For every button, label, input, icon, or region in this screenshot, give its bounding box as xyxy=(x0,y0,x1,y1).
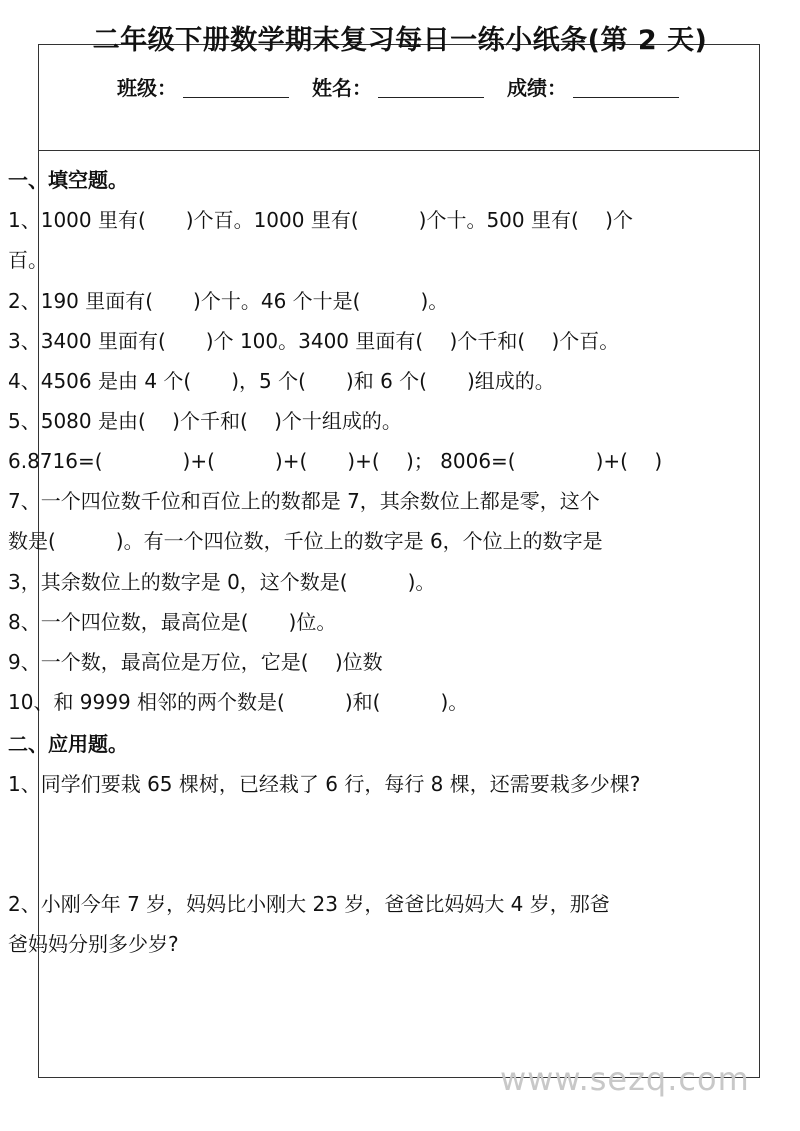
question-line: 6.8716=( )+( )+( )+( )； 8006=( )+( ) xyxy=(8,449,663,473)
class-label: 班级： xyxy=(117,76,178,100)
name-label: 姓名： xyxy=(312,76,372,100)
question-line: 百。 xyxy=(8,248,48,272)
question-line: 9、一个数，最高位是万位，它是( )位数 xyxy=(8,650,383,674)
section-fill-heading: 一、填空题。 xyxy=(8,168,128,192)
score-blank[interactable] xyxy=(573,77,679,98)
section-application-heading: 二、应用题。 xyxy=(8,732,128,756)
question-line: 1、1000 里有( )个百。1000 里有( )个十。500 里有( )个 xyxy=(8,208,633,232)
class-blank[interactable] xyxy=(183,77,289,98)
score-label: 成绩： xyxy=(506,76,567,100)
application-question-1: 1、同学们要栽 65 棵树，已经栽了 6 行，每行 8 棵，还需要栽多少棵? xyxy=(8,772,641,796)
application-question-2-cont: 爸妈妈分别多少岁? xyxy=(8,932,179,956)
worksheet xyxy=(38,44,760,1078)
question-line: 3、3400 里面有( )个 100。3400 里面有( )个千和( )个百。 xyxy=(8,329,620,353)
question-line: 3，其余数位上的数字是 0，这个数是( )。 xyxy=(8,570,436,594)
question-line: 2、190 里面有( )个十。46 个十是( )。 xyxy=(8,289,449,313)
question-line: 数是( )。有一个四位数，千位上的数字是 6，个位上的数字是 xyxy=(8,529,603,553)
question-line: 10、和 9999 相邻的两个数是( )和( )。 xyxy=(8,690,469,714)
name-blank[interactable] xyxy=(378,77,484,98)
question-line: 7、一个四位数千位和百位上的数都是 7，其余数位上都是零，这个 xyxy=(8,489,600,513)
question-line: 5、5080 是由( )个千和( )个十组成的。 xyxy=(8,409,402,433)
page-title: 二年级下册数学期末复习每日一练小纸条(第 2 天) xyxy=(92,25,708,56)
question-line: 4、4506 是由 4 个( )，5 个( )和 6 个( )组成的。 xyxy=(8,369,555,393)
application-question-2: 2、小刚今年 7 岁，妈妈比小刚大 23 岁，爸爸比妈妈大 4 岁，那爸 xyxy=(8,892,610,916)
question-line: 8、一个四位数，最高位是( )位。 xyxy=(8,610,337,634)
watermark: www.sezq.com xyxy=(500,1060,750,1098)
student-info-row xyxy=(0,72,800,101)
